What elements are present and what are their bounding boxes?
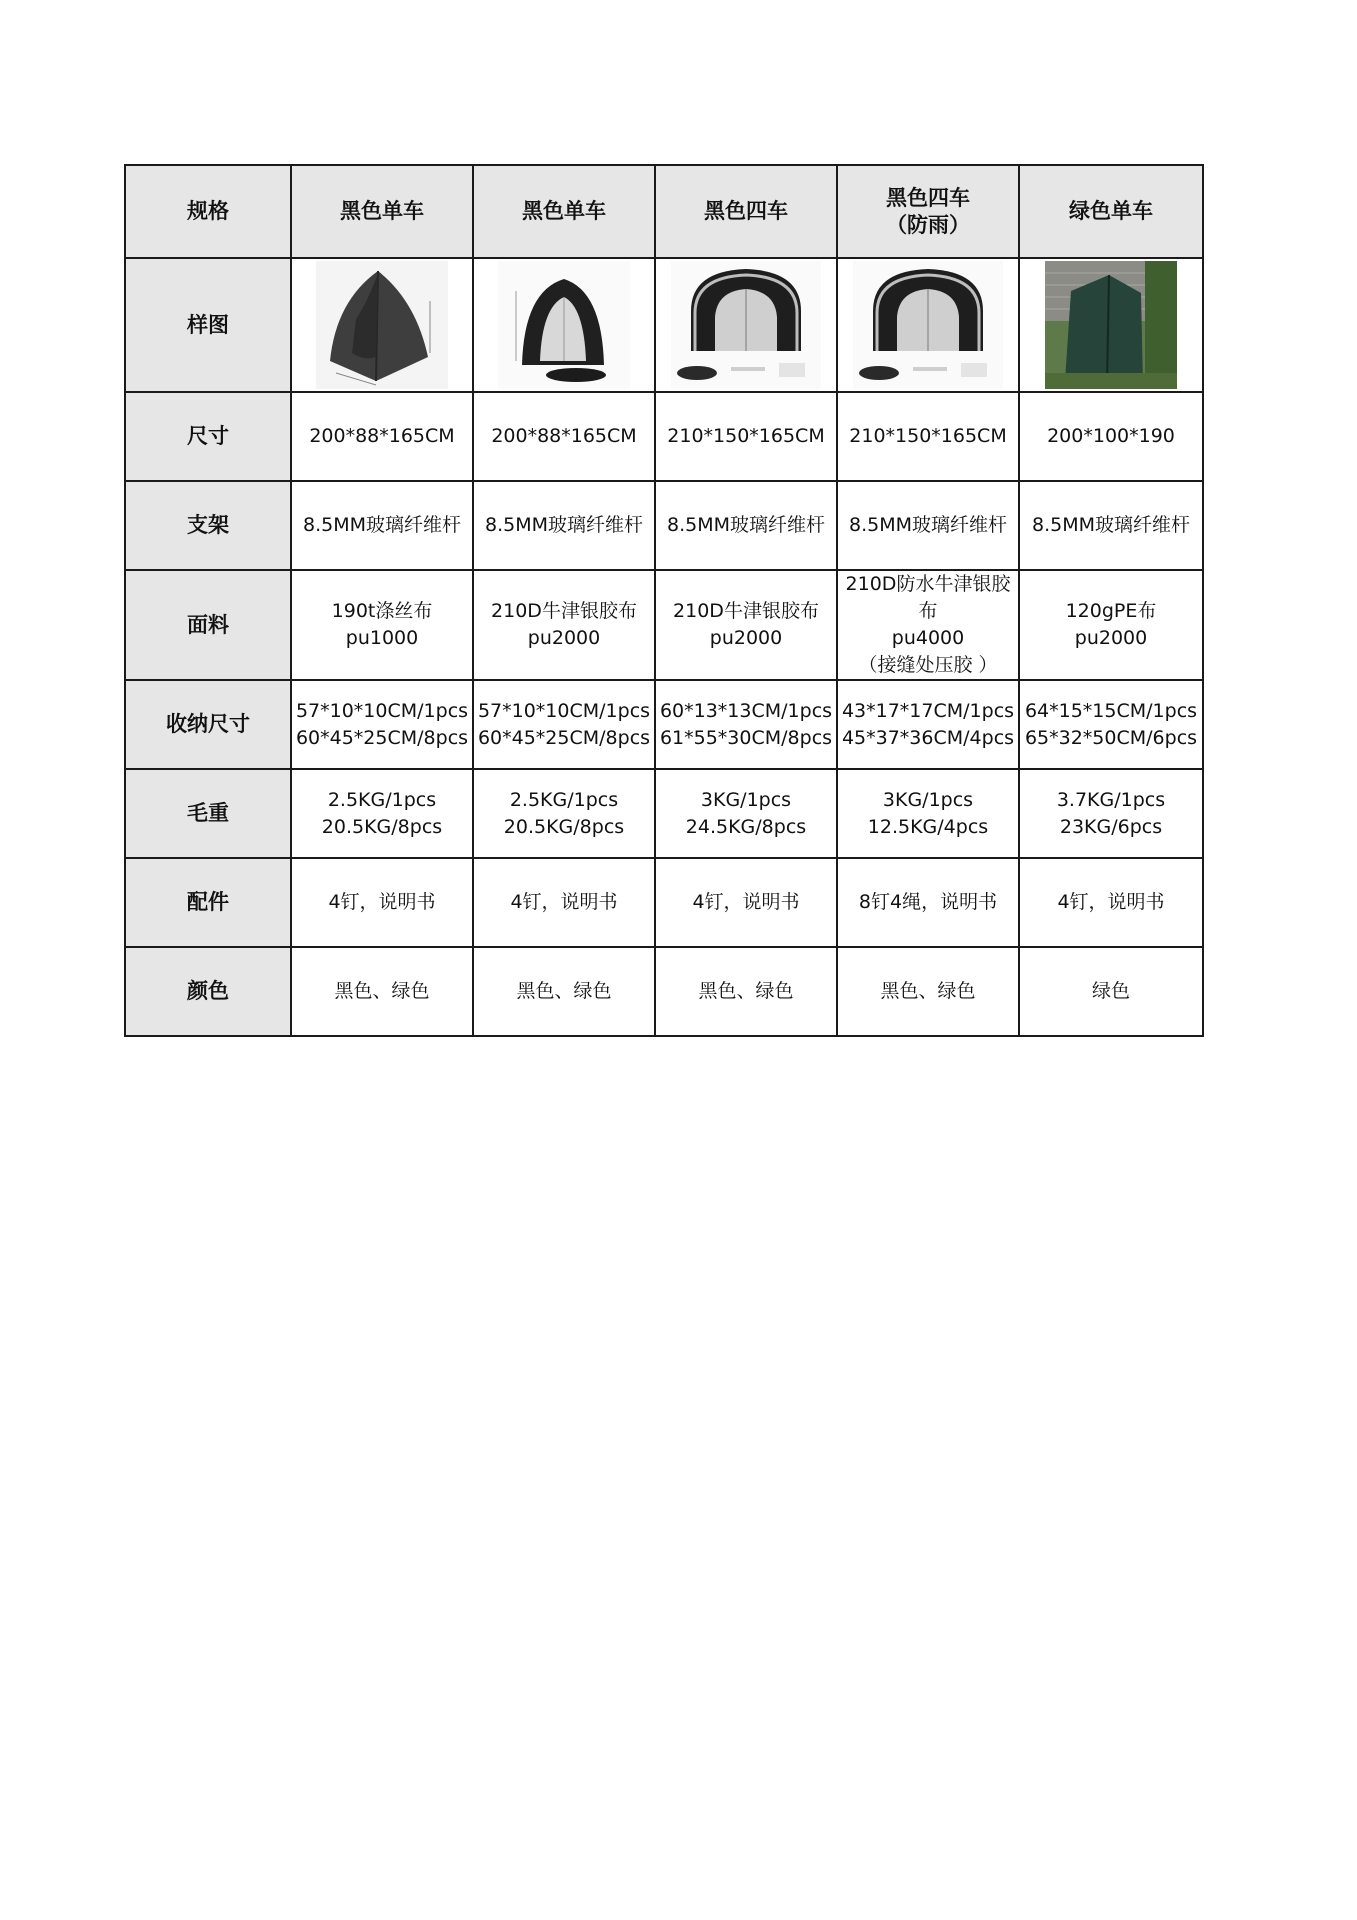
- spec-cell: [837, 680, 1019, 769]
- spec-row: [125, 680, 1203, 769]
- cell-line: 23KG/6pcs: [1059, 815, 1163, 838]
- corner-header: 规格: [125, 165, 291, 258]
- spec-row: [125, 570, 1203, 680]
- black-dome-bike-tent-with-bag-photo: [498, 261, 630, 389]
- cell-line: 60*45*25CM/8pcs: [477, 726, 651, 749]
- cell-line: 黑色四车: [886, 185, 970, 210]
- spec-cell: [291, 570, 473, 680]
- image-cell: [837, 258, 1019, 392]
- cell-line: 8钉4绳，说明书: [858, 891, 998, 913]
- cell-line: 120gPE布: [1065, 600, 1157, 622]
- cell-line: 8.5MM玻璃纤维杆: [484, 514, 643, 536]
- cell-line: 3KG/1pcs: [700, 788, 792, 811]
- spec-cell: [655, 947, 837, 1036]
- cell-line: 3KG/1pcs: [882, 788, 974, 811]
- spec-cell: [473, 481, 655, 570]
- cell-line: pu1000: [345, 627, 419, 649]
- cell-line: （防雨）: [886, 212, 970, 237]
- spec-cell: [291, 769, 473, 858]
- spec-cell: [291, 858, 473, 947]
- cell-line: 61*55*30CM/8pcs: [659, 726, 833, 749]
- spec-cell: [655, 392, 837, 481]
- cell-line: 绿色: [1091, 980, 1130, 1002]
- image-cell: [473, 258, 655, 392]
- header-row: [125, 165, 1203, 258]
- cell-line: 200*100*190: [1047, 425, 1175, 447]
- row-label: 毛重: [125, 769, 291, 858]
- spec-row: [125, 858, 1203, 947]
- cell-line: 黑色、绿色: [880, 980, 976, 1002]
- image-cell: [1019, 258, 1203, 392]
- cell-line: 黑色、绿色: [334, 980, 430, 1002]
- cell-line: 黑色、绿色: [698, 980, 794, 1002]
- row-label: 配件: [125, 858, 291, 947]
- spec-cell: [1019, 680, 1203, 769]
- cell-line: 3.7KG/1pcs: [1056, 788, 1166, 811]
- cell-line: 8.5MM玻璃纤维杆: [848, 514, 1007, 536]
- cell-line: 65*32*50CM/6pcs: [1024, 726, 1198, 749]
- spec-cell: [473, 947, 655, 1036]
- cell-line: pu2000: [1074, 627, 1148, 649]
- spec-cell: [1019, 769, 1203, 858]
- spec-cell: [837, 570, 1019, 680]
- spec-cell: [291, 680, 473, 769]
- cell-line: 210*150*165CM: [849, 425, 1007, 447]
- cell-line: 210D牛津银胶布: [673, 600, 819, 622]
- spec-cell: [1019, 947, 1203, 1036]
- cell-line: 绿色单车: [1069, 199, 1153, 223]
- row-label: 样图: [125, 258, 291, 392]
- spec-row: [125, 392, 1203, 481]
- cell-line: 210D牛津银胶布: [491, 600, 637, 622]
- spec-cell: [1019, 858, 1203, 947]
- spec-cell: [473, 769, 655, 858]
- cell-line: 4钉，说明书: [1057, 891, 1165, 913]
- cell-line: 8.5MM玻璃纤维杆: [1031, 514, 1190, 536]
- cell-line: pu2000: [709, 627, 783, 649]
- black-pop-up-bike-tent-photo: [316, 261, 448, 389]
- spec-cell: [655, 680, 837, 769]
- cell-line: 4钉，说明书: [692, 891, 800, 913]
- spec-cell: [837, 858, 1019, 947]
- cell-line: 190t涤丝布: [331, 600, 433, 622]
- cell-line: 210*150*165CM: [667, 425, 825, 447]
- cell-line: 4钉，说明书: [328, 891, 436, 913]
- black-arch-four-bike-tent-photo: [671, 261, 821, 389]
- cell-line: 8.5MM玻璃纤维杆: [302, 514, 461, 536]
- column-header: [1019, 165, 1203, 258]
- cell-line: 24.5KG/8pcs: [685, 815, 807, 838]
- cell-line: 黑色单车: [340, 199, 424, 223]
- row-label: 面料: [125, 570, 291, 680]
- spec-cell: [291, 481, 473, 570]
- spec-row: [125, 481, 1203, 570]
- row-label: 尺寸: [125, 392, 291, 481]
- spec-cell: [1019, 481, 1203, 570]
- image-cell: [655, 258, 837, 392]
- row-label: 收纳尺寸: [125, 680, 291, 769]
- spec-row: [125, 947, 1203, 1036]
- cell-line: 黑色、绿色: [516, 980, 612, 1002]
- spec-cell: [837, 769, 1019, 858]
- cell-line: pu4000: [891, 627, 965, 649]
- spec-cell: [837, 392, 1019, 481]
- spec-cell: [655, 769, 837, 858]
- column-header: [655, 165, 837, 258]
- column-header: [473, 165, 655, 258]
- column-header: [291, 165, 473, 258]
- spec-table: [124, 164, 1204, 1037]
- spec-cell: [1019, 570, 1203, 680]
- spec-cell: [837, 481, 1019, 570]
- spec-cell: [473, 570, 655, 680]
- cell-line: 57*10*10CM/1pcs: [295, 699, 469, 722]
- cell-line: 200*88*165CM: [491, 425, 637, 447]
- cell-line: 43*17*17CM/1pcs: [841, 699, 1015, 722]
- spec-cell: [655, 481, 837, 570]
- spec-cell: [655, 858, 837, 947]
- cell-line: 20.5KG/8pcs: [503, 815, 625, 838]
- cell-line: 45*37*36CM/4pcs: [841, 726, 1015, 749]
- cell-line: 57*10*10CM/1pcs: [477, 699, 651, 722]
- spec-cell: [473, 392, 655, 481]
- cell-line: pu2000: [527, 627, 601, 649]
- column-header: [837, 165, 1019, 258]
- cell-line: 4钉，说明书: [510, 891, 618, 913]
- image-cell: [291, 258, 473, 392]
- cell-line: 200*88*165CM: [309, 425, 455, 447]
- black-arch-four-bike-tent-rainproof-photo: [853, 261, 1003, 389]
- spec-row: [125, 769, 1203, 858]
- spec-cell: [837, 947, 1019, 1036]
- spec-cell: [291, 947, 473, 1036]
- cell-line: 黑色单车: [522, 199, 606, 223]
- spec-cell: [291, 392, 473, 481]
- spec-cell: [655, 570, 837, 680]
- cell-line: （接缝处压胶 ）: [858, 654, 998, 676]
- row-label: 颜色: [125, 947, 291, 1036]
- spec-cell: [473, 680, 655, 769]
- cell-line: 黑色四车: [704, 199, 788, 223]
- image-row: [125, 258, 1203, 392]
- spec-cell: [473, 858, 655, 947]
- green-bike-tent-outdoor-photo: [1045, 261, 1177, 389]
- cell-line: 12.5KG/4pcs: [867, 815, 989, 838]
- cell-line: 64*15*15CM/1pcs: [1024, 699, 1198, 722]
- row-label: 支架: [125, 481, 291, 570]
- cell-line: 20.5KG/8pcs: [321, 815, 443, 838]
- cell-line: 2.5KG/1pcs: [509, 788, 619, 811]
- cell-line: 8.5MM玻璃纤维杆: [666, 514, 825, 536]
- cell-line: 2.5KG/1pcs: [327, 788, 437, 811]
- spec-cell: [1019, 392, 1203, 481]
- cell-line: 60*13*13CM/1pcs: [659, 699, 833, 722]
- cell-line: 60*45*25CM/8pcs: [295, 726, 469, 749]
- cell-line: 210D防水牛津银胶布: [845, 573, 1011, 622]
